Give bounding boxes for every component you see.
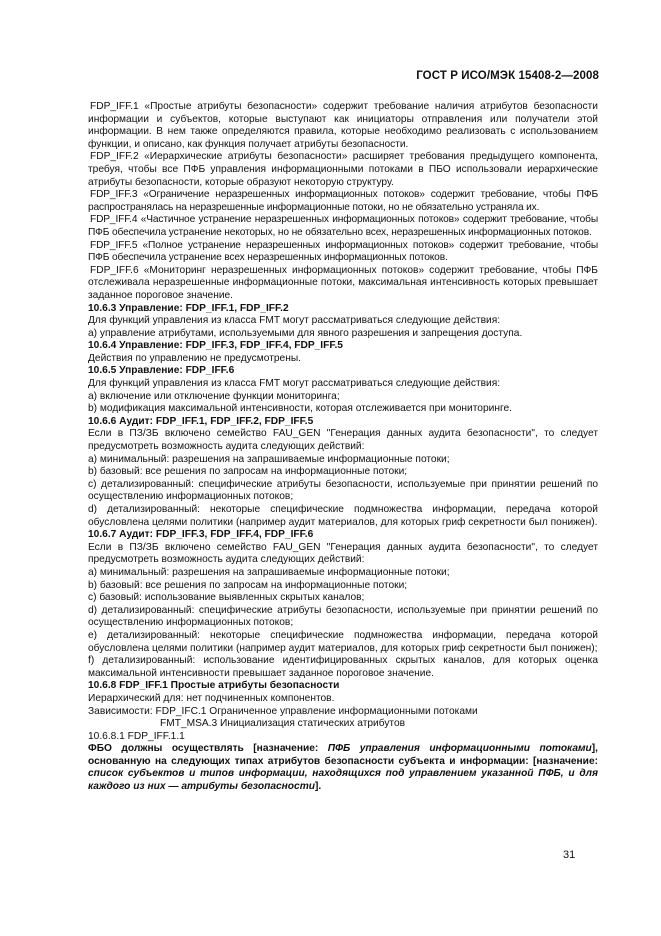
list-item: d) детализированный: специфические атрибуты безопасности, используемые при принятии решений по осуществлению информационных потоков; xyxy=(88,604,598,629)
element-text xyxy=(88,743,598,793)
list-item: b) модификация максимальной интенсивности, которая отслеживается при мониторинге. xyxy=(88,403,512,415)
paragraph-iff3: FDP_IFF.3 «Ограничение неразрешенных информационных потоков» содержит требование, чтобы ПФБ распространялась на неразрешенные информационные потоки, но не обязательно устраняла их. xyxy=(88,189,598,213)
section-intro: Если в ПЗ/ЗБ включено семейство FAU_GEN "Генерация данных аудита безопасности", то следует предусмотреть возможность аудита следующих действий: xyxy=(88,541,598,566)
paragraph-iff1: FDP_IFF.1 «Простые атрибуты безопасности» содержит требование наличия атрибутов безопасности информации и субъектов, которые выступают как инициаторы отправления или получатели этой информации. В нем также определяются правила, которые необходимо реализовать с использованием функции, и описано, как функция получает атрибуты безопасности. xyxy=(88,101,598,150)
list-item: c) детализированный: специфические атрибуты безопасности, используемые при принятии решений по осуществлению информационных потоков; xyxy=(88,478,598,503)
section-intro: Для функций управления из класса FMT могут рассматриваться следующие действия: xyxy=(88,378,501,390)
page-number: 31 xyxy=(563,849,576,861)
section-heading-10-6-6: 10.6.6 Аудит: FDP_IFF.1, FDP_IFF.2, FDP_IFF.5 xyxy=(88,415,314,427)
list-item: b) базовый: все решения по запросам на информационные потоки; xyxy=(88,579,408,591)
list-item: e) детализированный: некоторые специфические подмножества информации, передача которой обусловлена целями политики (например аудит материалов, для которых гриф секретности был понижен); xyxy=(88,629,598,654)
paragraph-iff5: FDP_IFF.5 «Полное устранение неразрешенных информационных потоков» содержит требование, чтобы ПФБ обеспечила устранение всех неразрешенных информационных потоков. xyxy=(88,239,598,264)
list-item: а) минимальный: разрешения на запрашиваемые информационные потоки; xyxy=(88,453,450,465)
section-intro: Для функций управления из класса FMT могут рассматриваться следующие действия: xyxy=(88,315,501,327)
paragraph-iff4: FDP_IFF.4 «Частичное устранение неразрешенных информационных потоков» содержит требование, чтобы ПФБ обеспечила устранение некоторых, но не обязательно всех, неразрешенных информационных потоков. xyxy=(88,214,598,238)
page-body xyxy=(88,101,598,794)
element-text-part: ]. xyxy=(314,781,322,793)
list-item: d) детализированный: некоторые специфические подмножества информации, передача которой обусловлена целями политики (например аудит материалов, для которых гриф секретности был понижен). xyxy=(88,504,598,528)
dependency-line: Зависимости: FDP_IFC.1 Ограниченное управление информационными потоками xyxy=(88,705,478,717)
document-header: ГОСТ Р ИСО/МЭК 15408-2—2008 xyxy=(416,70,599,82)
list-item: а) минимальный: разрешения на запрашиваемые информационные потоки; xyxy=(88,566,450,578)
section-heading-10-6-5: 10.6.5 Управление: FDP_IFF.6 xyxy=(88,365,235,377)
section-intro: Если в ПЗ/ЗБ включено семейство FAU_GEN "Генерация данных аудита безопасности", то следует предусмотреть возможность аудита следующих действий: xyxy=(88,428,598,453)
list-item: c) базовый: использование выявленных скрытых каналов; xyxy=(88,592,365,604)
paragraph-iff6: FDP_IFF.6 «Мониторинг неразрешенных информационных потоков» содержит требование, чтобы ПФБ отслеживала неразрешенные информационные потоки, максимальная интенсивность которых превышает заданное пороговое значение. xyxy=(88,264,598,301)
element-text-part: ], основанную на следующих типах атрибутов безопасности субъекта и информации: [назначение: xyxy=(88,743,599,767)
list-item: а) включение или отключение функции мониторинга; xyxy=(88,390,340,402)
section-text: Действия по управлению не предусмотрены. xyxy=(88,352,301,364)
element-id: 10.6.8.1 FDP_IFF.1.1 xyxy=(88,730,185,742)
paragraph-iff2: FDP_IFF.2 «Иерархические атрибуты безопасности» расширяет требования предыдущего компонента, требуя, чтобы все ПФБ управления информационными потоками в ПБО использовали иерархические атрибуты безопасности, которые образуют некоторую структуру. xyxy=(88,151,598,188)
section-heading-10-6-8: 10.6.8 FDP_IFF.1 Простые атрибуты безопасности xyxy=(88,680,340,692)
hierarchy-line: Иерархический для: нет подчиненных компонентов. xyxy=(88,692,335,704)
element-text-part: ФБО должны осуществлять [назначение: xyxy=(88,743,328,755)
list-item: b) базовый: все решения по запросам на информационные потоки; xyxy=(88,466,408,478)
dependency-line: FMT_MSA.3 Инициализация статических атрибутов xyxy=(160,718,406,730)
section-heading-10-6-4: 10.6.4 Управление: FDP_IFF.3, FDP_IFF.4, FDP_IFF.5 xyxy=(88,340,343,352)
section-heading-10-6-7: 10.6.7 Аудит: FDP_IFF.3, FDP_IFF.4, FDP_IFF.6 xyxy=(88,529,314,541)
list-item: f) детализированный: использование идентифицированных скрытых каналов, для которых оценка максимальной интенсивности превышает заданное пороговое значение. xyxy=(88,655,598,679)
element-assignment: ПФБ управления информационными потоками xyxy=(327,743,592,755)
list-item: а) управление атрибутами, используемыми для явного разрешения и запрещения доступа. xyxy=(88,327,523,339)
element-assignment: список субъектов и типов информации, находящихся под управлением указанной ПФБ, и для каждого из них — атрибуты безопасности xyxy=(88,768,598,793)
section-heading-10-6-3: 10.6.3 Управление: FDP_IFF.1, FDP_IFF.2 xyxy=(88,302,289,314)
